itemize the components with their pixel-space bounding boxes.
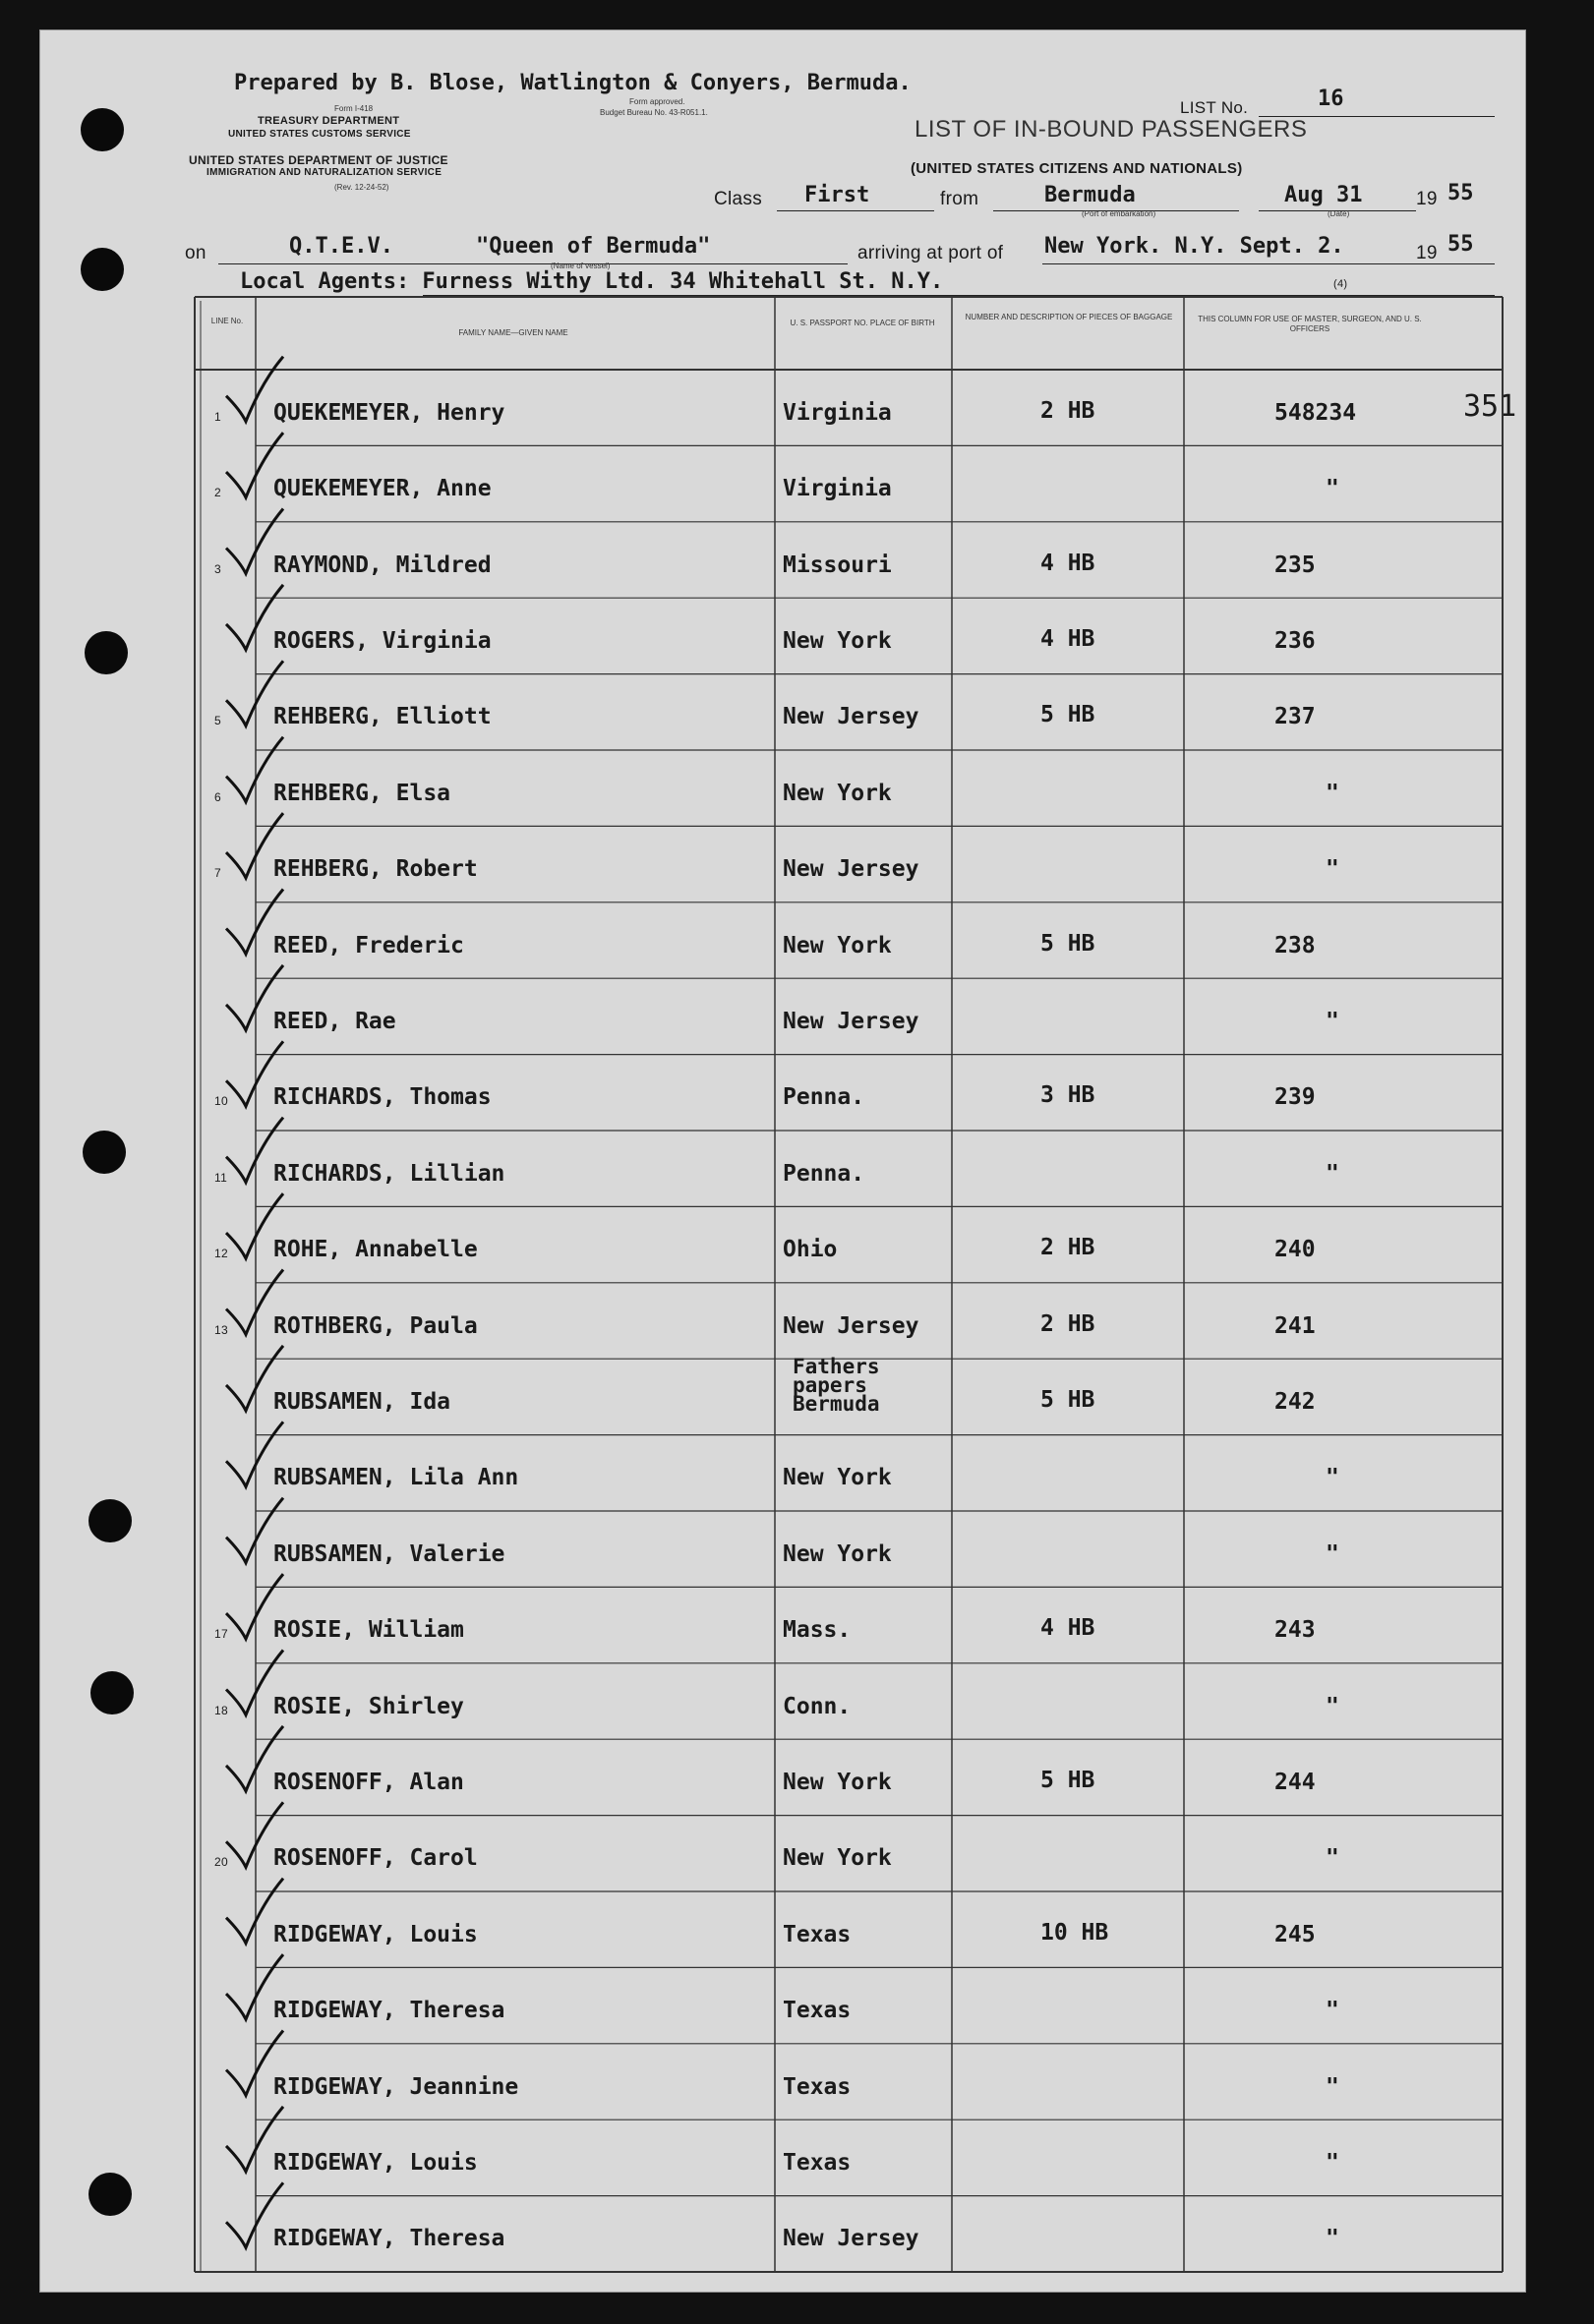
- official-number: ": [1326, 1540, 1339, 1567]
- class-value: First: [804, 183, 870, 207]
- row-line-number: 6: [214, 789, 221, 804]
- baggage-count: 5 HB: [1040, 1767, 1095, 1793]
- customs-label: UNITED STATES CUSTOMS SERVICE: [228, 129, 411, 140]
- birthplace: Texas: [783, 1921, 852, 1947]
- passenger-name: ROTHBERG, Paula: [273, 1312, 478, 1339]
- passenger-name: RICHARDS, Lillian: [273, 1160, 505, 1187]
- baggage-count: 4 HB: [1040, 625, 1095, 652]
- birthplace: Virginia: [783, 476, 892, 502]
- passenger-name: REED, Rae: [273, 1008, 396, 1034]
- passenger-name: RIDGEWAY, Louis: [273, 1921, 478, 1947]
- baggage-count: 2 HB: [1040, 1235, 1095, 1261]
- birthplace: New Jersey: [783, 1312, 919, 1339]
- page-number: 351: [1463, 389, 1517, 424]
- baggage-count: 4 HB: [1040, 1615, 1095, 1642]
- on-label: on: [185, 243, 207, 263]
- passenger-name: RUBSAMEN, Ida: [273, 1388, 451, 1415]
- form-number: Form I-418: [334, 104, 374, 113]
- birthplace: Texas: [783, 1998, 852, 2024]
- date-caption: (Date): [1328, 209, 1350, 218]
- passenger-name: RUBSAMEN, Valerie: [273, 1540, 505, 1567]
- arrival-value: New York. N.Y. Sept. 2.: [1044, 234, 1344, 259]
- port-caption: (Port of embarkation): [1082, 209, 1156, 218]
- birthplace: Penna.: [783, 1084, 865, 1111]
- birthplace: New York: [783, 1845, 892, 1872]
- year-prefix: 19: [1416, 189, 1438, 209]
- official-number: 238: [1274, 932, 1316, 959]
- official-number: 237: [1274, 704, 1316, 730]
- row-line-number: 3: [214, 561, 221, 576]
- col-header-passport: U. S. PASSPORT NO. PLACE OF BIRTH: [790, 319, 935, 327]
- passenger-name: ROSENOFF, Carol: [273, 1845, 478, 1872]
- passenger-name: ROSIE, William: [273, 1617, 464, 1644]
- arriving-label: arriving at port of: [857, 243, 1004, 263]
- year-value: 55: [1447, 181, 1474, 205]
- row-line-number: 10: [214, 1094, 228, 1109]
- official-number: 241: [1274, 1312, 1316, 1339]
- birthplace: Penna.: [783, 1160, 865, 1187]
- document-title: LIST OF IN-BOUND PASSENGERS: [915, 116, 1308, 143]
- row-line-number: 2: [214, 486, 221, 500]
- passenger-name: QUEKEMEYER, Anne: [273, 476, 492, 502]
- passenger-name: REED, Frederic: [273, 932, 464, 959]
- row-line-number: 11: [214, 1170, 228, 1185]
- birthplace: New York: [783, 932, 892, 959]
- birthplace: Virginia: [783, 399, 892, 426]
- revision-label: (Rev. 12-24-52): [334, 183, 389, 192]
- local-agents: Local Agents: Furness Withy Ltd. 34 Whitehall St. N.Y.: [240, 269, 944, 294]
- official-number: ": [1326, 1693, 1339, 1719]
- birthplace: New York: [783, 780, 892, 806]
- passenger-name: REHBERG, Elsa: [273, 780, 451, 806]
- immigration-label: IMMIGRATION AND NATURALIZATION SERVICE: [207, 167, 443, 178]
- list-no: 16: [1318, 87, 1344, 111]
- passenger-name: RIDGEWAY, Louis: [273, 2149, 478, 2176]
- passenger-name: REHBERG, Robert: [273, 856, 478, 883]
- vessel-caption: (Name of vessel): [551, 261, 611, 270]
- official-number: ": [1326, 1465, 1339, 1491]
- baggage-count: 5 HB: [1040, 1386, 1095, 1413]
- form-approved: Form approved.: [629, 97, 685, 106]
- col-header-baggage: NUMBER AND DESCRIPTION OF PIECES OF BAGGAGE: [965, 313, 1173, 321]
- passenger-name: ROSENOFF, Alan: [273, 1769, 464, 1795]
- birthplace: New York: [783, 1540, 892, 1567]
- col-header-line: LINE No.: [210, 317, 244, 325]
- official-number: ": [1326, 1160, 1339, 1187]
- row-line-number: 1: [214, 409, 221, 424]
- birthplace: New Jersey: [783, 856, 919, 883]
- baggage-count: 5 HB: [1040, 702, 1095, 728]
- official-number: 236: [1274, 627, 1316, 654]
- baggage-count: 4 HB: [1040, 550, 1095, 576]
- birthplace: Fathers papers Bermuda: [793, 1354, 880, 1416]
- row-line-number: 13: [214, 1322, 228, 1337]
- class-label: Class: [714, 189, 763, 209]
- official-number: 243: [1274, 1617, 1316, 1644]
- passenger-name: RIDGEWAY, Jeannine: [273, 2073, 519, 2100]
- birthplace: New York: [783, 1465, 892, 1491]
- treasury-label: TREASURY DEPARTMENT: [258, 115, 400, 127]
- passenger-name: QUEKEMEYER, Henry: [273, 399, 505, 426]
- baggage-count: 2 HB: [1040, 1310, 1095, 1337]
- passenger-name: RAYMOND, Mildred: [273, 552, 492, 578]
- official-number: ": [1326, 1008, 1339, 1034]
- official-number: 548234: [1274, 399, 1357, 426]
- row-line-number: 17: [214, 1627, 228, 1642]
- official-number: ": [1326, 780, 1339, 806]
- date-value: Aug 31: [1284, 183, 1363, 207]
- passenger-name: REHBERG, Elliott: [273, 704, 492, 730]
- passenger-name: RIDGEWAY, Theresa: [273, 1998, 505, 2024]
- row-line-number: 12: [214, 1247, 228, 1261]
- passenger-name: RICHARDS, Thomas: [273, 1084, 492, 1111]
- birthplace: Texas: [783, 2073, 852, 2100]
- baggage-count: 5 HB: [1040, 930, 1095, 957]
- col-header-name: FAMILY NAME—GIVEN NAME: [458, 328, 568, 337]
- footnote-mark: (4): [1333, 278, 1348, 290]
- baggage-count: 3 HB: [1040, 1082, 1095, 1109]
- passenger-name: ROSIE, Shirley: [273, 1693, 464, 1719]
- row-line-number: 5: [214, 714, 221, 728]
- birthplace: New York: [783, 1769, 892, 1795]
- row-line-number: 18: [214, 1703, 228, 1717]
- birthplace: Conn.: [783, 1693, 852, 1719]
- justice-label: UNITED STATES DEPARTMENT OF JUSTICE: [189, 153, 448, 167]
- birthplace: Mass.: [783, 1617, 852, 1644]
- col-header-official: THIS COLUMN FOR USE OF MASTER, SURGEON, AND U. S. OFFICERS: [1198, 315, 1422, 333]
- official-number: 244: [1274, 1769, 1316, 1795]
- birthplace: New Jersey: [783, 2226, 919, 2252]
- budget-label: Budget Bureau No. 43-R051.1.: [600, 108, 708, 117]
- baggage-count: 2 HB: [1040, 397, 1095, 424]
- vessel-name: "Queen of Bermuda": [476, 234, 711, 259]
- birthplace: Missouri: [783, 552, 892, 578]
- birthplace: New York: [783, 627, 892, 654]
- official-number: ": [1326, 1998, 1339, 2024]
- official-number: 242: [1274, 1388, 1316, 1415]
- official-number: ": [1326, 2226, 1339, 2252]
- list-no-label: LIST No.: [1180, 98, 1249, 117]
- birthplace: New Jersey: [783, 1008, 919, 1034]
- birthplace: Ohio: [783, 1237, 838, 1263]
- official-number: 240: [1274, 1237, 1316, 1263]
- official-number: ": [1326, 1845, 1339, 1872]
- official-number: ": [1326, 2073, 1339, 2100]
- vessel-prefix: Q.T.E.V.: [289, 234, 393, 259]
- passenger-name: ROHE, Annabelle: [273, 1237, 478, 1263]
- prepared-by: Prepared by B. Blose, Watlington & Conyers, Bermuda.: [234, 71, 912, 95]
- official-number: ": [1326, 2149, 1339, 2176]
- official-number: 245: [1274, 1921, 1316, 1947]
- birthplace: New Jersey: [783, 704, 919, 730]
- row-line-number: 20: [214, 1855, 228, 1870]
- official-number: ": [1326, 476, 1339, 502]
- official-number: 239: [1274, 1084, 1316, 1111]
- arrival-year: 55: [1447, 232, 1474, 257]
- baggage-count: 10 HB: [1040, 1919, 1109, 1946]
- document-subtitle: (UNITED STATES CITIZENS AND NATIONALS): [911, 160, 1243, 177]
- row-line-number: 7: [214, 866, 221, 881]
- official-number: 235: [1274, 552, 1316, 578]
- arrival-year-prefix: 19: [1416, 243, 1438, 263]
- passenger-name: RIDGEWAY, Theresa: [273, 2226, 505, 2252]
- official-number: ": [1326, 856, 1339, 883]
- birthplace: Texas: [783, 2149, 852, 2176]
- from-value: Bermuda: [1044, 183, 1136, 207]
- passenger-name: RUBSAMEN, Lila Ann: [273, 1465, 519, 1491]
- from-label: from: [940, 189, 979, 209]
- passenger-name: ROGERS, Virginia: [273, 627, 492, 654]
